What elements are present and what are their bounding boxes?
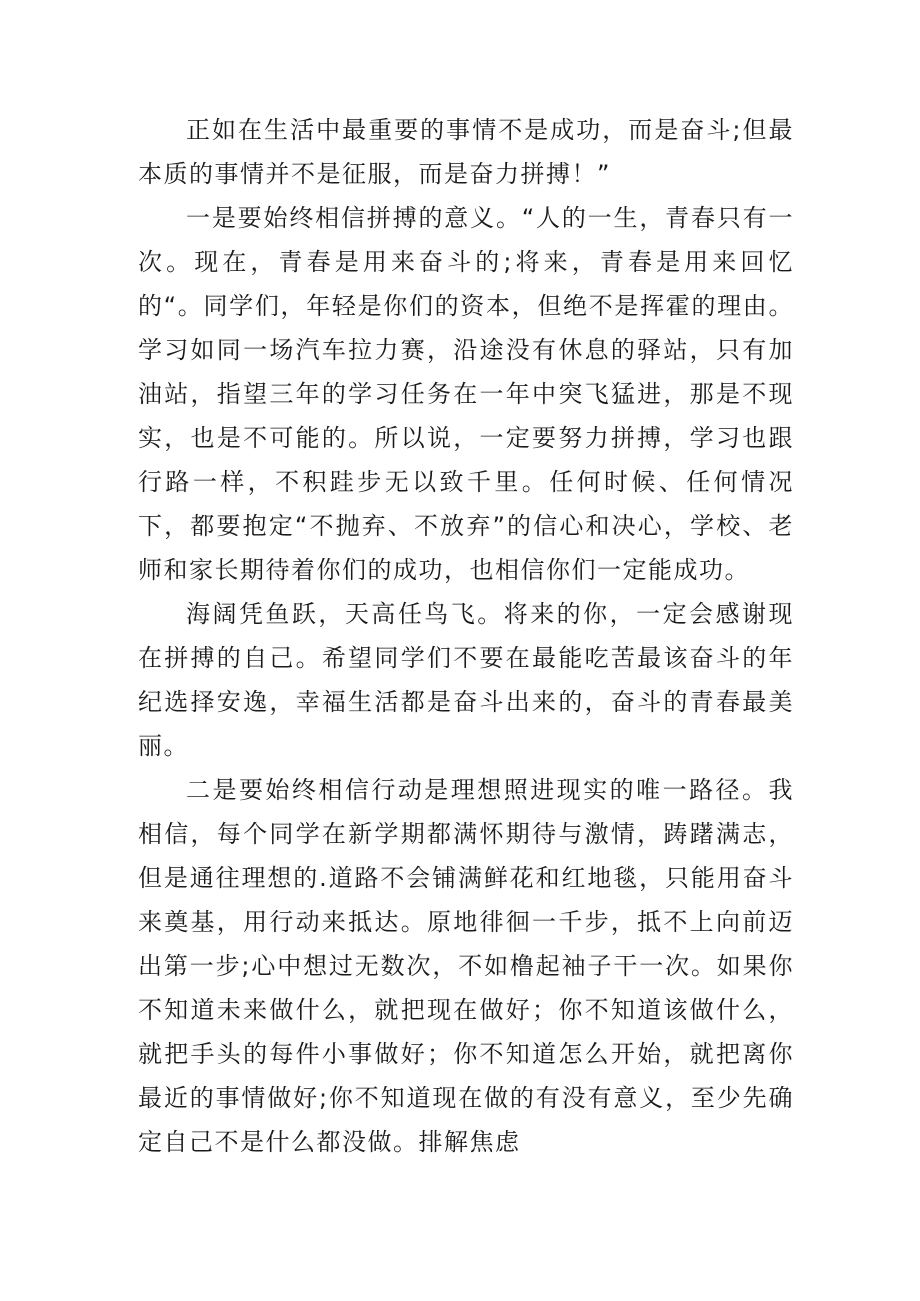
document-body	[138, 108, 794, 1164]
paragraph: 一是要始终相信拼搏的意义。“人的一生，青春只有一次。现在，青春是用来奋斗的;将来，青春是用来回忆的“。同学们，年轻是你们的资本，但绝不是挥霍的理由。学习如同一场汽车拉力赛，沿途没有休息的驿站，只有加油站，指望三年的学习任务在一年中突飞猛进，那是不现实，也是不可能的。所以说，一定要努力拼搏，学习也跟行路一样，不积跬步无以致千里。任何时候、任何情况下，都要抱定“不抛弃、不放弃”的信心和决心，学校、老师和家长期待着你们的成功，也相信你们一定能成功。	[138, 204, 794, 584]
paragraph: 正如在生活中最重要的事情不是成功，而是奋斗;但最本质的事情并不是征服，而是奋力拼搏！”	[138, 116, 794, 188]
paragraph: 海阔凭鱼跃，天高任鸟飞。将来的你，一定会感谢现在拼搏的自己。希望同学们不要在最能吃苦最该奋斗的年纪选择安逸，幸福生活都是奋斗出来的，奋斗的青春最美丽。	[138, 600, 794, 760]
paragraph: 二是要始终相信行动是理想照进现实的唯一路径。我相信，每个同学在新学期都满怀期待与激情，踌躇满志，但是通往理想的.道路不会铺满鲜花和红地毯，只能用奋斗来奠基，用行动来抵达。原地徘徊一千步，抵不上向前迈出第一步;心中想过无数次，不如橹起袖子干一次。如果你不知道未来做什么，就把现在做好；你不知道该做什么，就把手头的每件小事做好；你不知道怎么开始，就把离你最近的事情做好;你不知道现在做的有没有意义，至少先确定自己不是什么都没做。排解焦虑	[138, 776, 794, 1156]
